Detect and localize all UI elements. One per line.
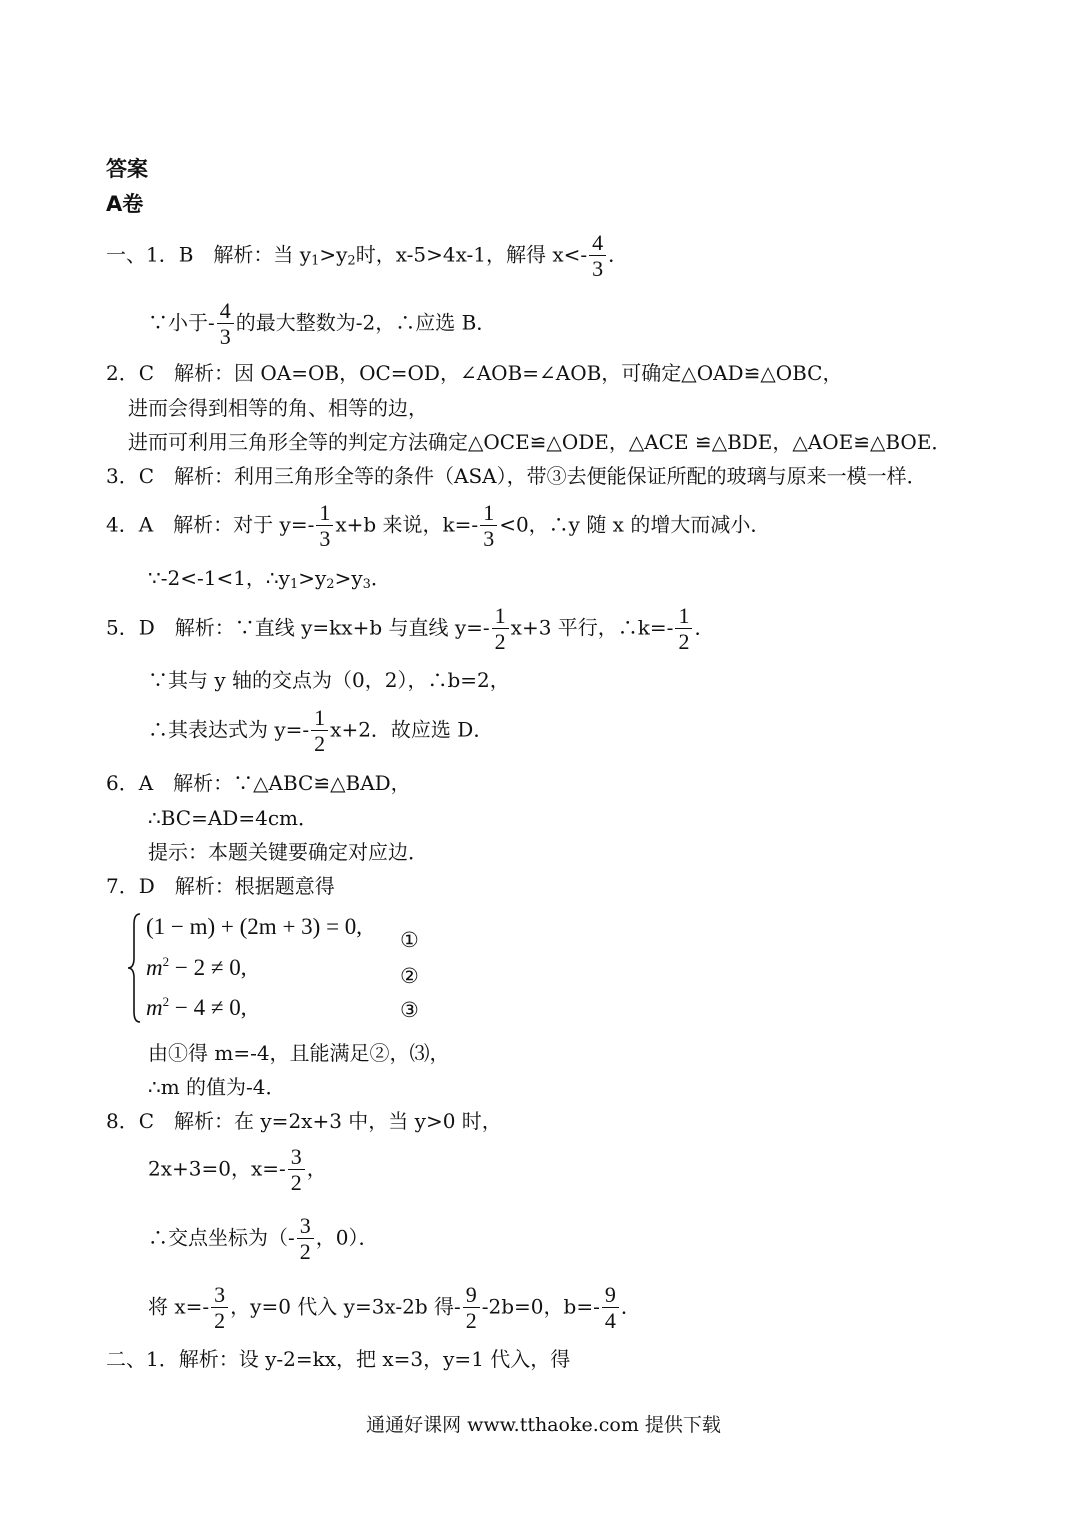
q4-line2: ∵-2<-1<1，$\therefore y_1>y_2>y_3$． bbox=[148, 566, 391, 592]
q2-line3: 进而可利用三角形全等的判定方法确定△OCE≌△ODE，△ACE ≌△BDE，△AOE≌△BOE． bbox=[128, 430, 952, 454]
fraction: $\frac{3}{2}$ bbox=[211, 1282, 228, 1334]
q8-line2: 2x+3=0，x=- $\frac{3}{2}$ ， bbox=[148, 1144, 327, 1196]
fraction: $\frac{1}{2}$ bbox=[492, 603, 509, 655]
fraction: $\frac{4}{3}$ bbox=[217, 298, 234, 350]
q6-line1: 6．A 解析：∵△ABC≌△BAD， bbox=[106, 771, 411, 795]
equation-system bbox=[126, 908, 446, 1026]
equation-2: $m^2 - 2 \ne 0$, bbox=[146, 954, 247, 980]
page-title: 答案 bbox=[106, 157, 148, 181]
section-heading: A卷 bbox=[106, 192, 144, 216]
label-circle-1: ① bbox=[400, 928, 419, 952]
equation-1: (1 − m) + (2m + 3) = 0, bbox=[146, 914, 363, 939]
q8-line3: ∴交点坐标为（- $\frac{3}{2}$ ，0）． bbox=[148, 1213, 379, 1265]
q2-line2: 进而会得到相等的角、相等的边， bbox=[128, 396, 428, 420]
q4-line1: 4．A 解析：对于 y=- $\frac{1}{3}$ x+b 来说，k=- $\frac{1}{3}$ <0，∴y 随 x 的增大而减小． bbox=[106, 500, 771, 552]
part2-line1: 二、1．解析：设 y-2=kx，把 x=3，y=1 代入，得 bbox=[106, 1347, 571, 1371]
label-circle-3: ③ bbox=[400, 998, 419, 1022]
fraction: $\frac{1}{2}$ bbox=[311, 705, 328, 757]
q5-line2: ∵其与 y 轴的交点为（0，2），∴b=2， bbox=[148, 668, 510, 692]
fraction: $\frac{1}{3}$ bbox=[316, 500, 333, 552]
q6-line3: 提示：本题关键要确定对应边． bbox=[148, 840, 428, 864]
q7-line6: ∴m 的值为-4． bbox=[148, 1075, 286, 1099]
q5-line1: 5．D 解析：∵直线 y=kx+b 与直线 y=- $\frac{1}{2}$ x+3 平行，∴k=- $\frac{1}{2}$ ． bbox=[106, 603, 715, 655]
q8-line1: 8．C 解析：在 y=2x+3 中，当 y>0 时， bbox=[106, 1109, 502, 1133]
equation-3: $m^2 - 4 \ne 0$, bbox=[146, 994, 247, 1020]
q5-line3: ∴其表达式为 y=- $\frac{1}{2}$ x+2．故应选 D． bbox=[148, 705, 494, 757]
q1-line2: ∵小于- $\frac{4}{3}$ 的最大整数为-2，∴应选 B． bbox=[148, 298, 497, 350]
q3-line1: 3．C 解析：利用三角形全等的条件（ASA），带③去便能保证所配的玻璃与原来一模一样． bbox=[106, 464, 927, 488]
q8-line4: 将 x=- $\frac{3}{2}$ ，y=0 代入 y=3x-2b 得- $\frac{9}{2}$ -2b=0，b=- $\frac{9}{4}$ ． bbox=[148, 1282, 641, 1334]
label-circle-2: ② bbox=[400, 964, 419, 988]
fraction: $\frac{4}{3}$ bbox=[589, 230, 606, 282]
fraction: $\frac{3}{2}$ bbox=[288, 1144, 305, 1196]
q7-line1: 7．D 解析：根据题意得 bbox=[106, 874, 335, 898]
q1-line1: 一、1．B 解析：当 $y_1>y_2$时，x-5>4x-1，解得 x<- $\frac{4}{3}$ ． bbox=[106, 230, 629, 282]
fraction: $\frac{9}{4}$ bbox=[602, 1282, 619, 1334]
fraction: $\frac{3}{2}$ bbox=[297, 1213, 314, 1265]
fraction: $\frac{1}{3}$ bbox=[480, 500, 497, 552]
footer-credit: 通通好课网 www.tthaoke.com 提供下载 bbox=[366, 1414, 721, 1436]
q2-line1: 2．C 解析：因 OA=OB，OC=OD，∠AOB=∠AOB，可确定△OAD≌△OBC， bbox=[106, 361, 843, 385]
q6-line2: ∴BC=AD=4cm． bbox=[148, 806, 318, 830]
left-brace-icon bbox=[126, 912, 144, 1024]
fraction: $\frac{9}{2}$ bbox=[463, 1282, 480, 1334]
q7-line5: 由①得 m=-4，且能满足②，⑶， bbox=[148, 1041, 450, 1065]
fraction: $\frac{1}{2}$ bbox=[675, 603, 692, 655]
